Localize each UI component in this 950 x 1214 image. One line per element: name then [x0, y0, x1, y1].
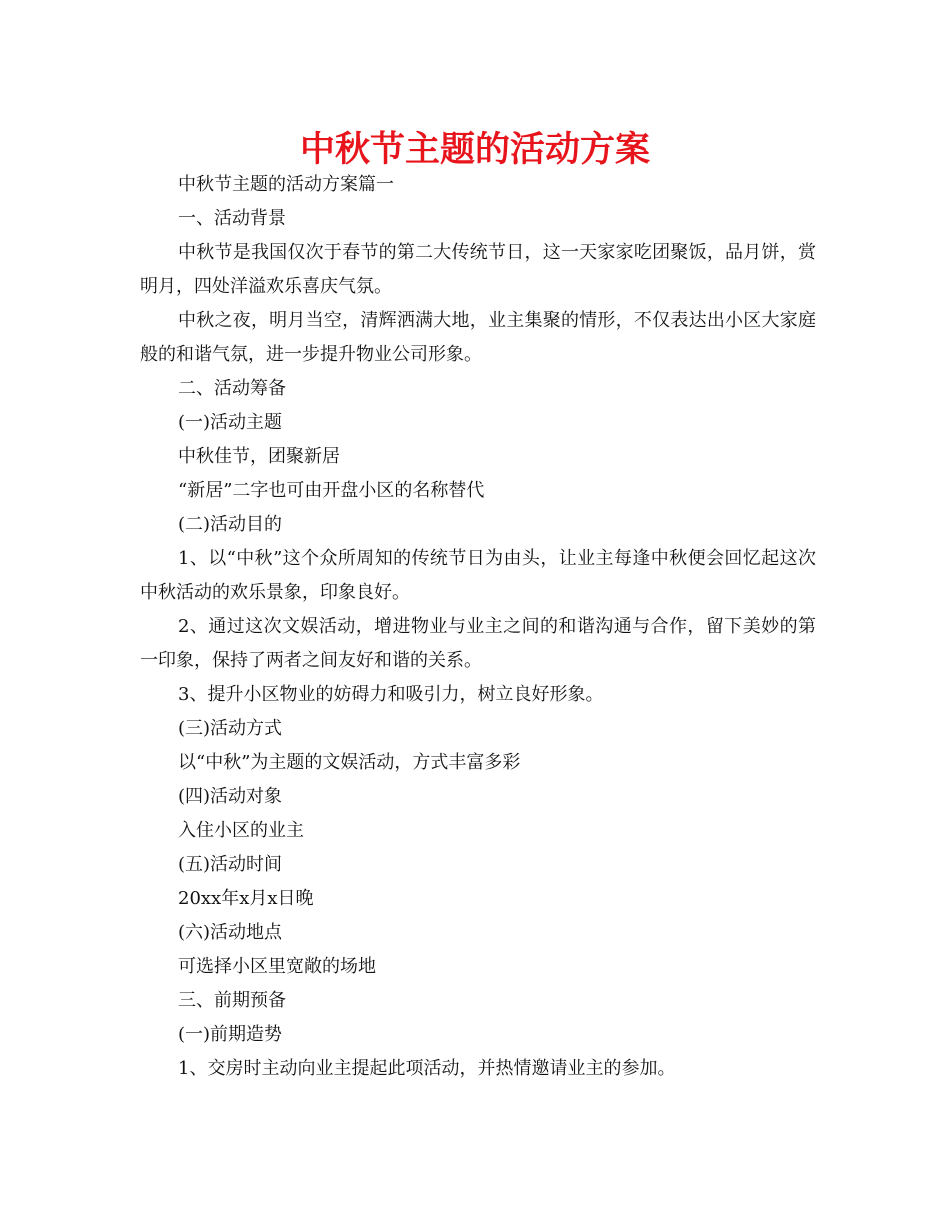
paragraph-audience: 入住小区的业主 — [178, 820, 304, 841]
paragraph-location: 可选择小区里宽敞的场地 — [178, 956, 376, 977]
subheading-time: (五)活动时间 — [178, 854, 283, 875]
document-body — [140, 168, 816, 1086]
subheading-purpose: (二)活动目的 — [178, 514, 283, 535]
section-heading-pre-preparation: 三、前期预备 — [178, 990, 286, 1011]
section-heading-preparation: 二、活动筹备 — [178, 378, 286, 399]
paragraph-format: 以“中秋”为主题的文娱活动，方式丰富多彩 — [178, 752, 521, 773]
paragraph-subtitle: 中秋节主题的活动方案篇一 — [178, 174, 394, 195]
paragraph-purpose-1: 1、以“中秋”这个众所周知的传统节日为由头，让业主每逢中秋便会回忆起这次中秋活动的欢乐景象，印象良好。 — [140, 548, 816, 603]
paragraph-background-2: 中秋之夜，明月当空，清辉洒满大地，业主集聚的情形，不仅表达出小区大家庭般的和谐气氛，进一步提升物业公司形象。 — [140, 310, 816, 365]
paragraph-time: 20xx年x月x日晚 — [178, 888, 314, 909]
subheading-format: (三)活动方式 — [178, 718, 283, 739]
paragraph-promotion-1: 1、交房时主动向业主提起此项活动，并热情邀请业主的参加。 — [178, 1058, 676, 1079]
paragraph-purpose-2: 2、通过这次文娱活动，增进物业与业主之间的和谐沟通与合作，留下美妙的第一印象，保持了两者之间友好和谐的关系。 — [140, 616, 816, 671]
document-title: 中秋节主题的活动方案 — [299, 130, 650, 170]
subheading-theme: (一)活动主题 — [178, 412, 283, 433]
subheading-promotion: (一)前期造势 — [178, 1024, 283, 1045]
paragraph-purpose-3: 3、提升小区物业的妨碍力和吸引力，树立良好形象。 — [178, 684, 604, 705]
paragraph-theme: 中秋佳节，团聚新居 — [178, 446, 340, 467]
subheading-location: (六)活动地点 — [178, 922, 283, 943]
paragraph-background-1: 中秋节是我国仅次于春节的第二大传统节日，这一天家家吃团聚饭，品月饼，赏明月，四处洋溢欢乐喜庆气氛。 — [140, 242, 816, 297]
paragraph-theme-note: “新居”二字也可由开盘小区的名称替代 — [178, 480, 485, 501]
subheading-audience: (四)活动对象 — [178, 786, 283, 807]
section-heading-background: 一、活动背景 — [178, 208, 286, 229]
